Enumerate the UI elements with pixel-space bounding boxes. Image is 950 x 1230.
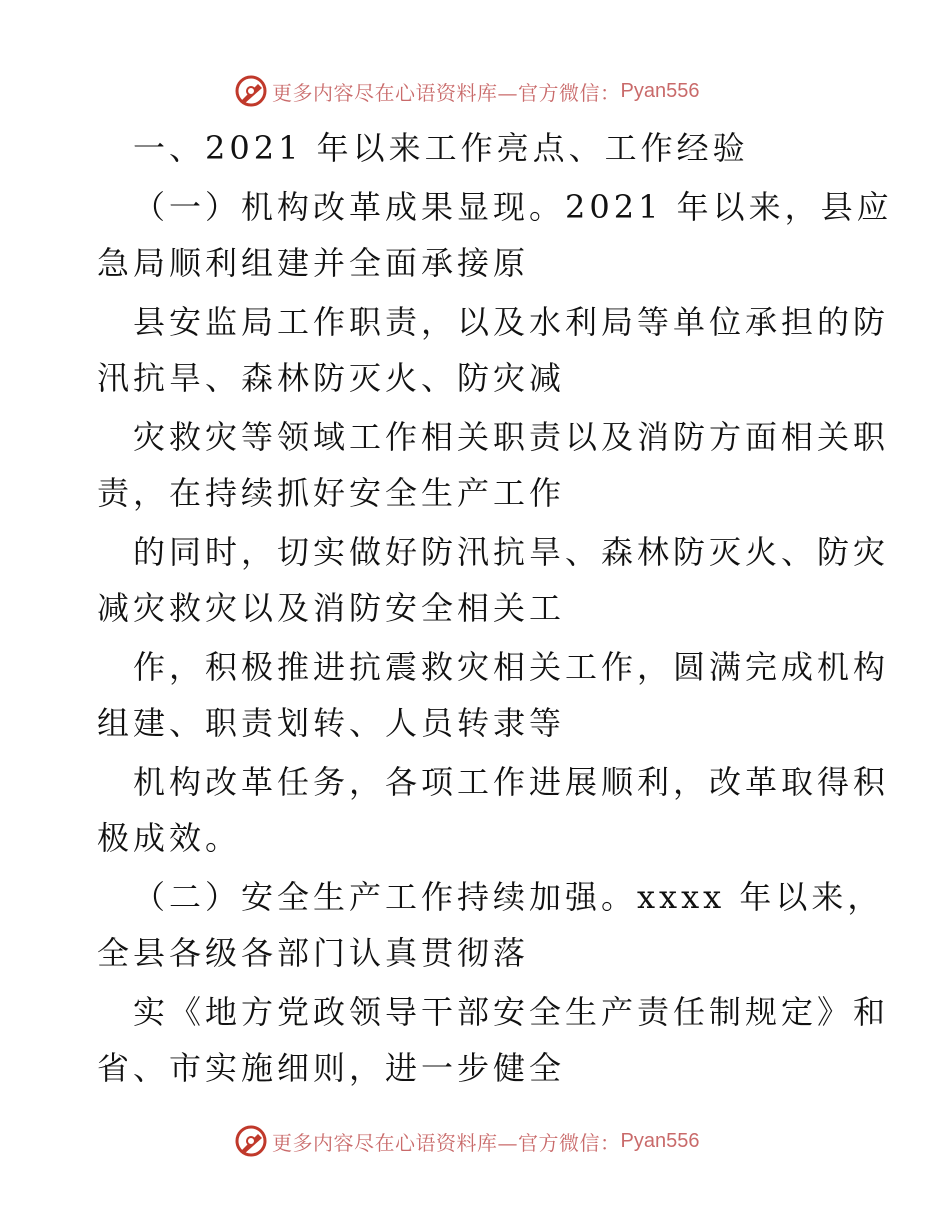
paragraph-line: 极成效。: [97, 819, 242, 857]
paragraph-line: 减灾救灾以及消防安全相关工: [97, 589, 566, 627]
paragraph-line: 作，积极推进抗震救灾相关工作，圆满完成机构: [133, 648, 890, 686]
watermark-handle: Pyan556: [620, 79, 700, 102]
paragraph-line: （一）机构改革成果显现。2021 年以来，县应: [133, 188, 893, 226]
paragraph-line: 的同时，切实做好防汛抗旱、森林防灭火、防灾: [133, 533, 890, 571]
paragraph-line: 灾救灾等领域工作相关职责以及消防方面相关职: [133, 418, 890, 456]
watermark-text: 更多内容尽在心语资料库—官方微信：: [272, 1130, 621, 1155]
paragraph-line: 省、市实施细则，进一步健全: [97, 1049, 566, 1087]
paragraph-line: 汛抗旱、森林防灭火、防灾减: [97, 359, 566, 397]
header-watermark: [234, 71, 699, 111]
paragraph-line: 组建、职责划转、人员转隶等: [97, 704, 566, 742]
pen-logo-icon: [234, 74, 268, 108]
paragraph-line: 全县各级各部门认真贯彻落: [97, 934, 530, 972]
paragraph-line: 责，在持续抓好安全生产工作: [97, 474, 566, 512]
paragraph-line: 实《地方党政领导干部安全生产责任制规定》和: [133, 993, 890, 1031]
section-heading: 一、2021 年以来工作亮点、工作经验: [133, 129, 749, 167]
footer-watermark: [234, 1121, 699, 1161]
paragraph-line: 机构改革任务，各项工作进展顺利，改革取得积: [133, 763, 890, 801]
watermark-text: 更多内容尽在心语资料库—官方微信：: [272, 80, 621, 105]
paragraph-line: 县安监局工作职责，以及水利局等单位承担的防: [133, 303, 890, 341]
pen-logo-icon: [234, 1124, 268, 1158]
paragraph-line: 急局顺利组建并全面承接原: [97, 244, 530, 282]
watermark-handle: Pyan556: [620, 1129, 700, 1152]
paragraph-line: （二）安全生产工作持续加强。xxxx 年以来，: [133, 878, 884, 916]
